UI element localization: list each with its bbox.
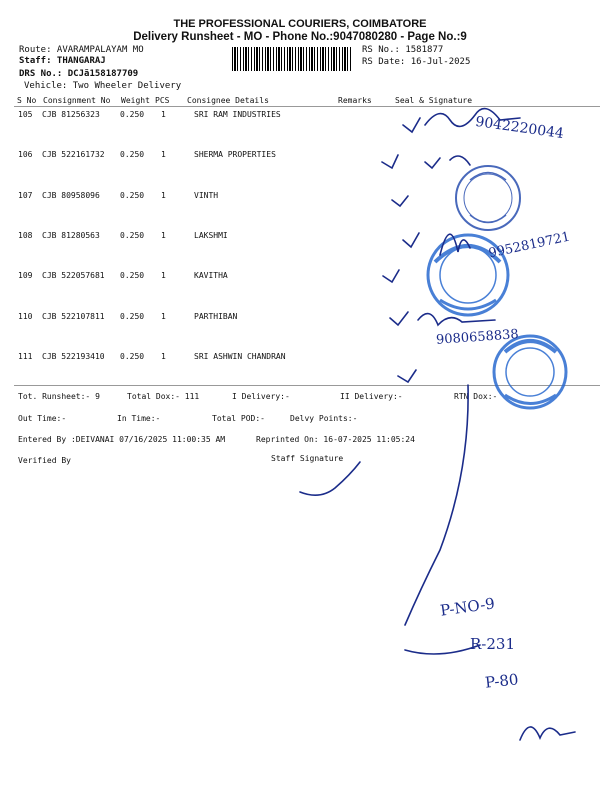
row-pcs: 1 [161,231,166,240]
hand-phone-2: 9952819721 [487,229,572,262]
row-weight: 0.250 [120,312,145,321]
row-consignment: CJB 522193410 [42,352,105,361]
tot-runsheet: Tot. Runsheet:- 9 [18,392,100,401]
i-delivery: I Delivery:- [232,392,290,401]
row-pcs: 1 [161,312,166,321]
signature [300,462,360,495]
row-sno: 108 [18,231,33,240]
row-pcs: 1 [161,110,166,119]
hand-phone-3: 9080658838 [435,327,520,348]
col-seal: Seal & Signature [395,96,473,105]
row-consignee: SRI ASHWIN CHANDRAN [194,352,286,361]
strike-line [405,645,480,654]
row-weight: 0.250 [120,191,145,200]
row-pcs: 1 [161,150,166,159]
signature [440,234,470,255]
delvy-points: Delvy Points:- [290,414,358,423]
hand-phone-1: 9042220044 [474,113,565,143]
check-mark [403,233,419,247]
row-consignment: CJB 522161732 [42,150,105,159]
row-weight: 0.250 [120,150,145,159]
row-consignee: SRI RAM INDUSTRIES [194,110,281,119]
check-mark [383,270,399,282]
row-pcs: 1 [161,271,166,280]
check-mark [398,370,416,382]
row-sno: 109 [18,271,33,280]
row-sno: 111 [18,352,33,361]
row-consignment: CJB 522107811 [42,312,105,321]
drs-number: DRS No.: DCJã158187709 [19,69,139,79]
check-mark [390,312,408,325]
row-consignment: CJB 81280563 [42,231,100,240]
row-weight: 0.250 [120,271,145,280]
rs-date: RS Date: 16-Jul-2025 [362,57,471,67]
check-mark [382,155,398,168]
col-consignment: Consignment No [43,96,111,105]
row-pcs: 1 [161,352,166,361]
ii-delivery: II Delivery:- [340,392,403,401]
col-weight: Weight [121,96,150,105]
col-remarks: Remarks [338,96,372,105]
col-pcs: PCS [155,96,170,105]
row-weight: 0.250 [120,110,145,119]
strike-line [405,385,468,625]
row-sno: 110 [18,312,33,321]
rtn-dox: RTN Dox:- [454,392,498,401]
total-pod: Total POD:- [212,414,265,423]
rs-number: RS No.: 1581877 [362,45,444,55]
row-consignment: CJB 80958096 [42,191,100,200]
staff-label: Staff: THANGARAJ [19,56,106,66]
signature [418,314,495,325]
in-time: In Time:- [117,414,161,423]
row-sno: 105 [18,110,33,119]
hand-p-count: P-80 [484,670,520,692]
entered-by: Entered By :DEIVANAI 07/16/2025 11:00:35 AM [18,435,226,444]
row-consignee: VINTH [194,191,219,200]
signature [520,727,575,740]
check-mark [392,196,408,206]
row-weight: 0.250 [120,231,145,240]
staff-signature: Staff Signature [271,454,344,463]
row-consignee: PARTHIBAN [194,312,238,321]
out-time: Out Time:- [18,414,67,423]
route-label: Route: AVARAMPALAYAM MO [19,45,144,55]
row-consignment: CJB 81256323 [42,110,100,119]
reprinted-on: Reprinted On: 16-07-2025 11:05:24 [256,435,415,444]
row-sno: 107 [18,191,33,200]
row-consignee: SHERMA PROPERTIES [194,150,276,159]
total-dox: Total Dox:- 111 [127,392,200,401]
row-consignee: KAVITHA [194,271,228,280]
row-pcs: 1 [161,191,166,200]
check-mark [403,118,420,132]
row-consignee: LAKSHMI [194,231,228,240]
hand-r-count: R-231 [470,635,515,653]
row-sno: 106 [18,150,33,159]
vehicle-label: Vehicle: Two Wheeler Delivery [24,81,182,91]
verified-by: Verified By [18,456,71,465]
col-sno: S No [17,96,37,105]
signature [425,156,470,168]
row-weight: 0.250 [120,352,145,361]
col-consignee: Consignee Details [187,96,269,105]
company-name: THE PROFESSIONAL COURIERS, COIMBATORE [173,18,427,30]
row-consignment: CJB 522057681 [42,271,105,280]
hand-page-no: P-NO-9 [439,594,496,620]
runsheet-subtitle: Delivery Runsheet - MO - Phone No.:9047080280 - Page No.:9 [133,31,467,43]
